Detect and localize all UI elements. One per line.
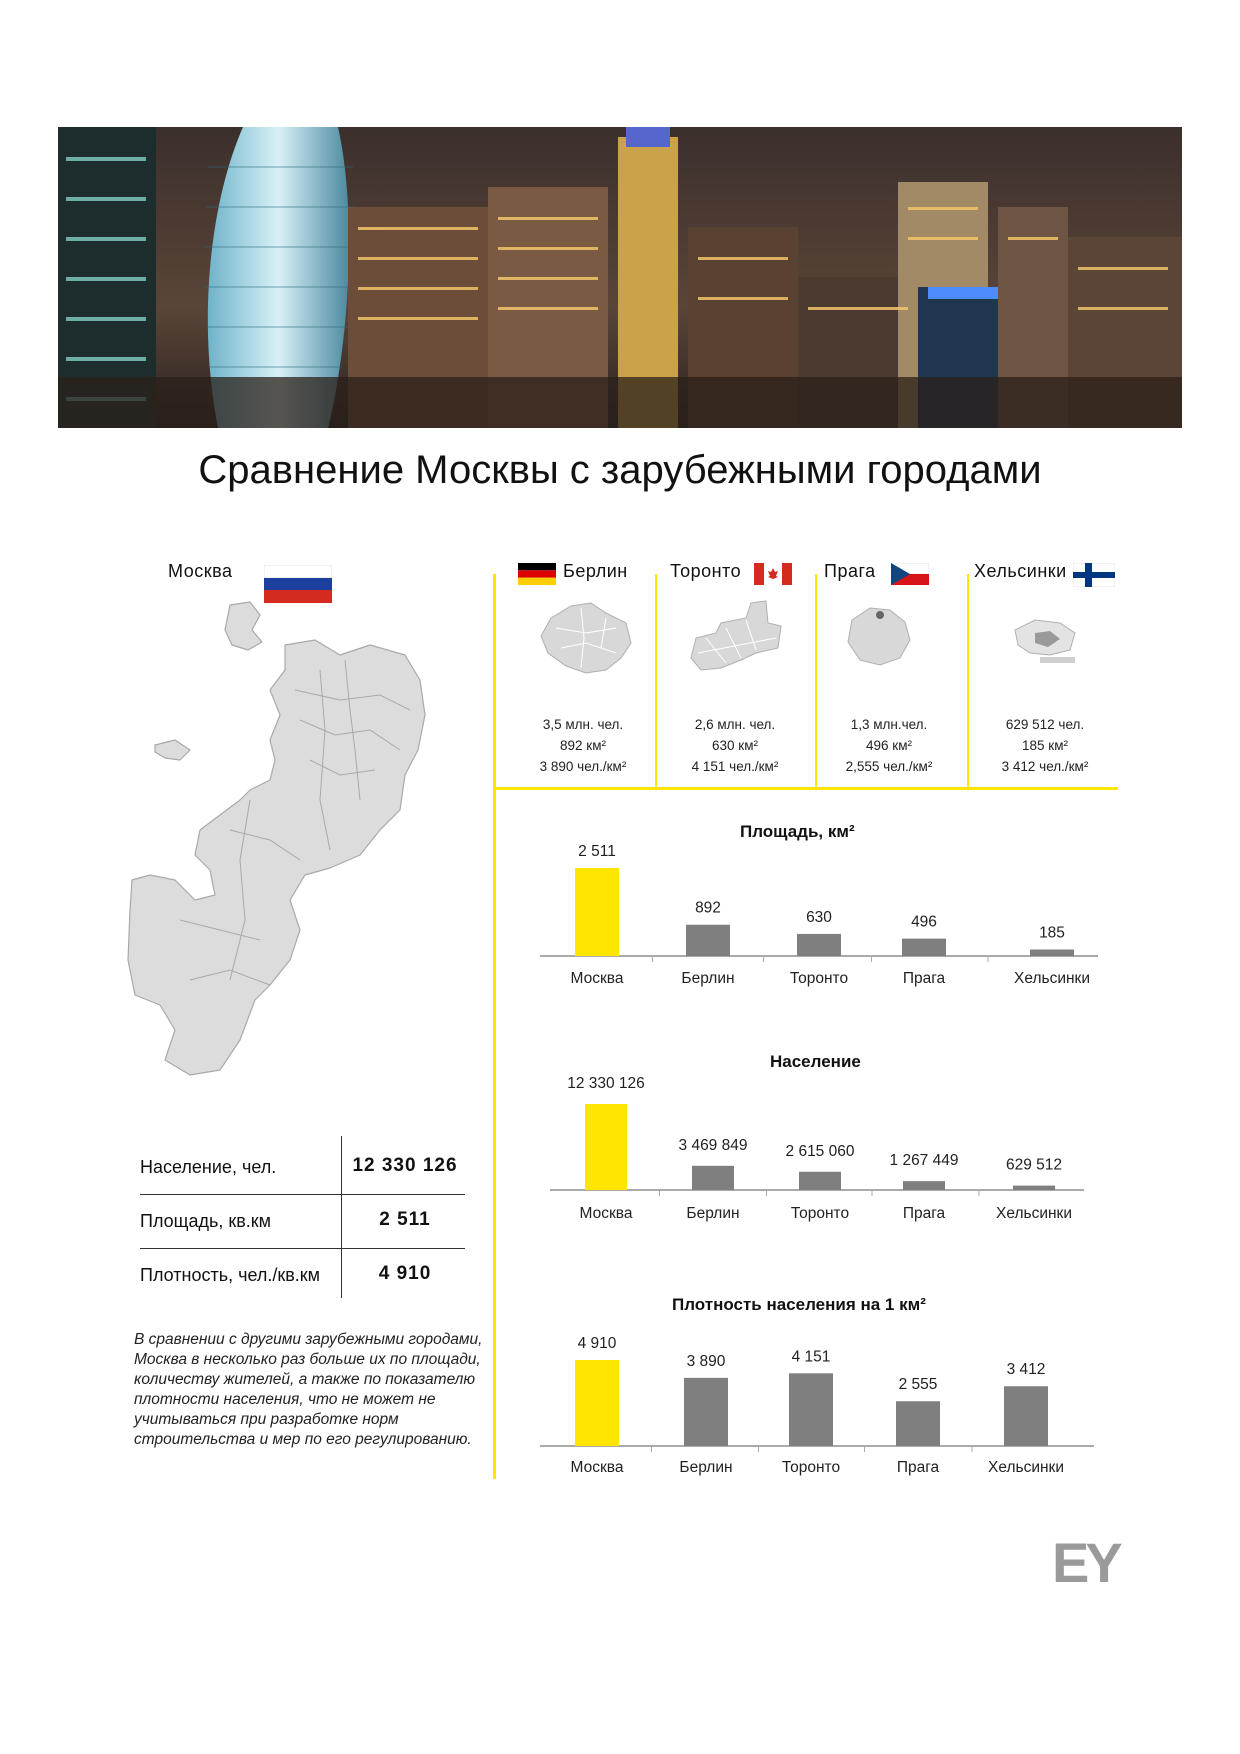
category-label: Москва	[570, 970, 624, 987]
city-density: 4 151 чел./км²	[691, 759, 779, 774]
stats-label: Плотность, чел./кв.км	[140, 1265, 321, 1285]
city-population: 3,5 млн. чел.	[542, 717, 624, 732]
bar-1	[575, 1360, 619, 1446]
bar-3	[789, 1373, 833, 1446]
moscow-label: Москва	[168, 561, 233, 581]
data-label: 4 151	[791, 1348, 831, 1366]
data-label: 496	[911, 913, 937, 931]
chart-title-density: Плотность населения на 1 км²	[672, 1295, 926, 1314]
category-label: Берлин	[681, 970, 735, 987]
bar-2	[692, 1166, 734, 1190]
data-label: 892	[695, 899, 721, 917]
city-population: 2,6 млн. чел.	[694, 717, 776, 732]
category-label: Хельсинки	[996, 1205, 1072, 1222]
city-density: 3 890 чел./км²	[539, 759, 627, 774]
city-density: 2,555 чел./км²	[845, 759, 933, 774]
data-label: 630	[806, 908, 832, 926]
category-label: Берлин	[686, 1205, 740, 1222]
bar-3	[799, 1172, 841, 1190]
data-label: 629 512	[1005, 1156, 1063, 1174]
city-area: 185 км²	[1022, 738, 1068, 753]
chart-title-area: Площадь, км²	[740, 822, 855, 841]
city-label-helsinki: Хельсинки	[974, 561, 1067, 581]
bar-2	[686, 925, 730, 956]
category-label: Торонто	[790, 1205, 850, 1222]
city-label-berlin: Берлин	[563, 561, 628, 581]
city-density: 3 412 чел./км²	[1001, 759, 1089, 774]
category-label: Москва	[570, 1459, 624, 1476]
bar-1	[575, 868, 619, 956]
page-title: Сравнение Москвы с зарубежными городами	[198, 448, 1042, 492]
data-label: 185	[1039, 924, 1065, 942]
city-area: 630 км²	[712, 738, 758, 753]
bar-5	[1030, 950, 1074, 956]
stats-value: 4 910	[378, 1263, 432, 1284]
category-label: Прага	[902, 1205, 946, 1222]
data-label: 3 412	[1006, 1361, 1046, 1379]
category-label: Торонто	[781, 1459, 841, 1476]
category-label: Берлин	[679, 1459, 733, 1476]
stats-value: 2 511	[379, 1209, 431, 1230]
city-population: 1,3 млн.чел.	[850, 717, 928, 732]
bar-2	[684, 1378, 728, 1446]
data-label: 2 555	[898, 1376, 938, 1394]
ey-logo: EY	[1052, 1531, 1119, 1594]
data-label: 12 330 126	[567, 1075, 645, 1092]
comparison-note: В сравнении с другими зарубежными городами, Москва в несколько раз больше их по площади, количеству жителей, а также по показателю плотности населения, что не может не учитываться при разработке норм строительства и мер по его регулированию.	[134, 1331, 483, 1448]
stats-label: Население, чел.	[140, 1157, 277, 1177]
category-label: Хельсинки	[1014, 970, 1090, 987]
category-label: Хельсинки	[988, 1459, 1064, 1476]
bar-4	[903, 1181, 945, 1190]
bar-5	[1013, 1186, 1055, 1190]
data-label: 3 469 849	[678, 1136, 748, 1154]
bar-3	[797, 934, 841, 956]
category-label: Москва	[579, 1205, 633, 1222]
bar-5	[1004, 1386, 1048, 1446]
bar-4	[896, 1401, 940, 1446]
city-area: 892 км²	[560, 738, 606, 753]
data-label: 1 267 449	[889, 1152, 959, 1170]
data-label: 4 910	[577, 1335, 617, 1352]
stats-label: Площадь, кв.км	[140, 1211, 272, 1231]
chart-title-population: Население	[770, 1052, 861, 1071]
city-label-toronto: Торонто	[670, 561, 742, 581]
city-population: 629 512 чел.	[1005, 717, 1085, 732]
bar-4	[902, 939, 946, 956]
data-label: 3 890	[686, 1352, 726, 1370]
stats-value: 12 330 126	[352, 1155, 458, 1176]
city-area: 496 км²	[866, 738, 912, 753]
category-label: Прага	[902, 970, 946, 987]
category-label: Прага	[896, 1459, 940, 1476]
category-label: Торонто	[789, 970, 849, 987]
bar-1	[585, 1104, 627, 1190]
city-label-prague: Прага	[824, 561, 876, 581]
data-label: 2 615 060	[785, 1142, 855, 1160]
data-label: 2 511	[578, 843, 616, 860]
